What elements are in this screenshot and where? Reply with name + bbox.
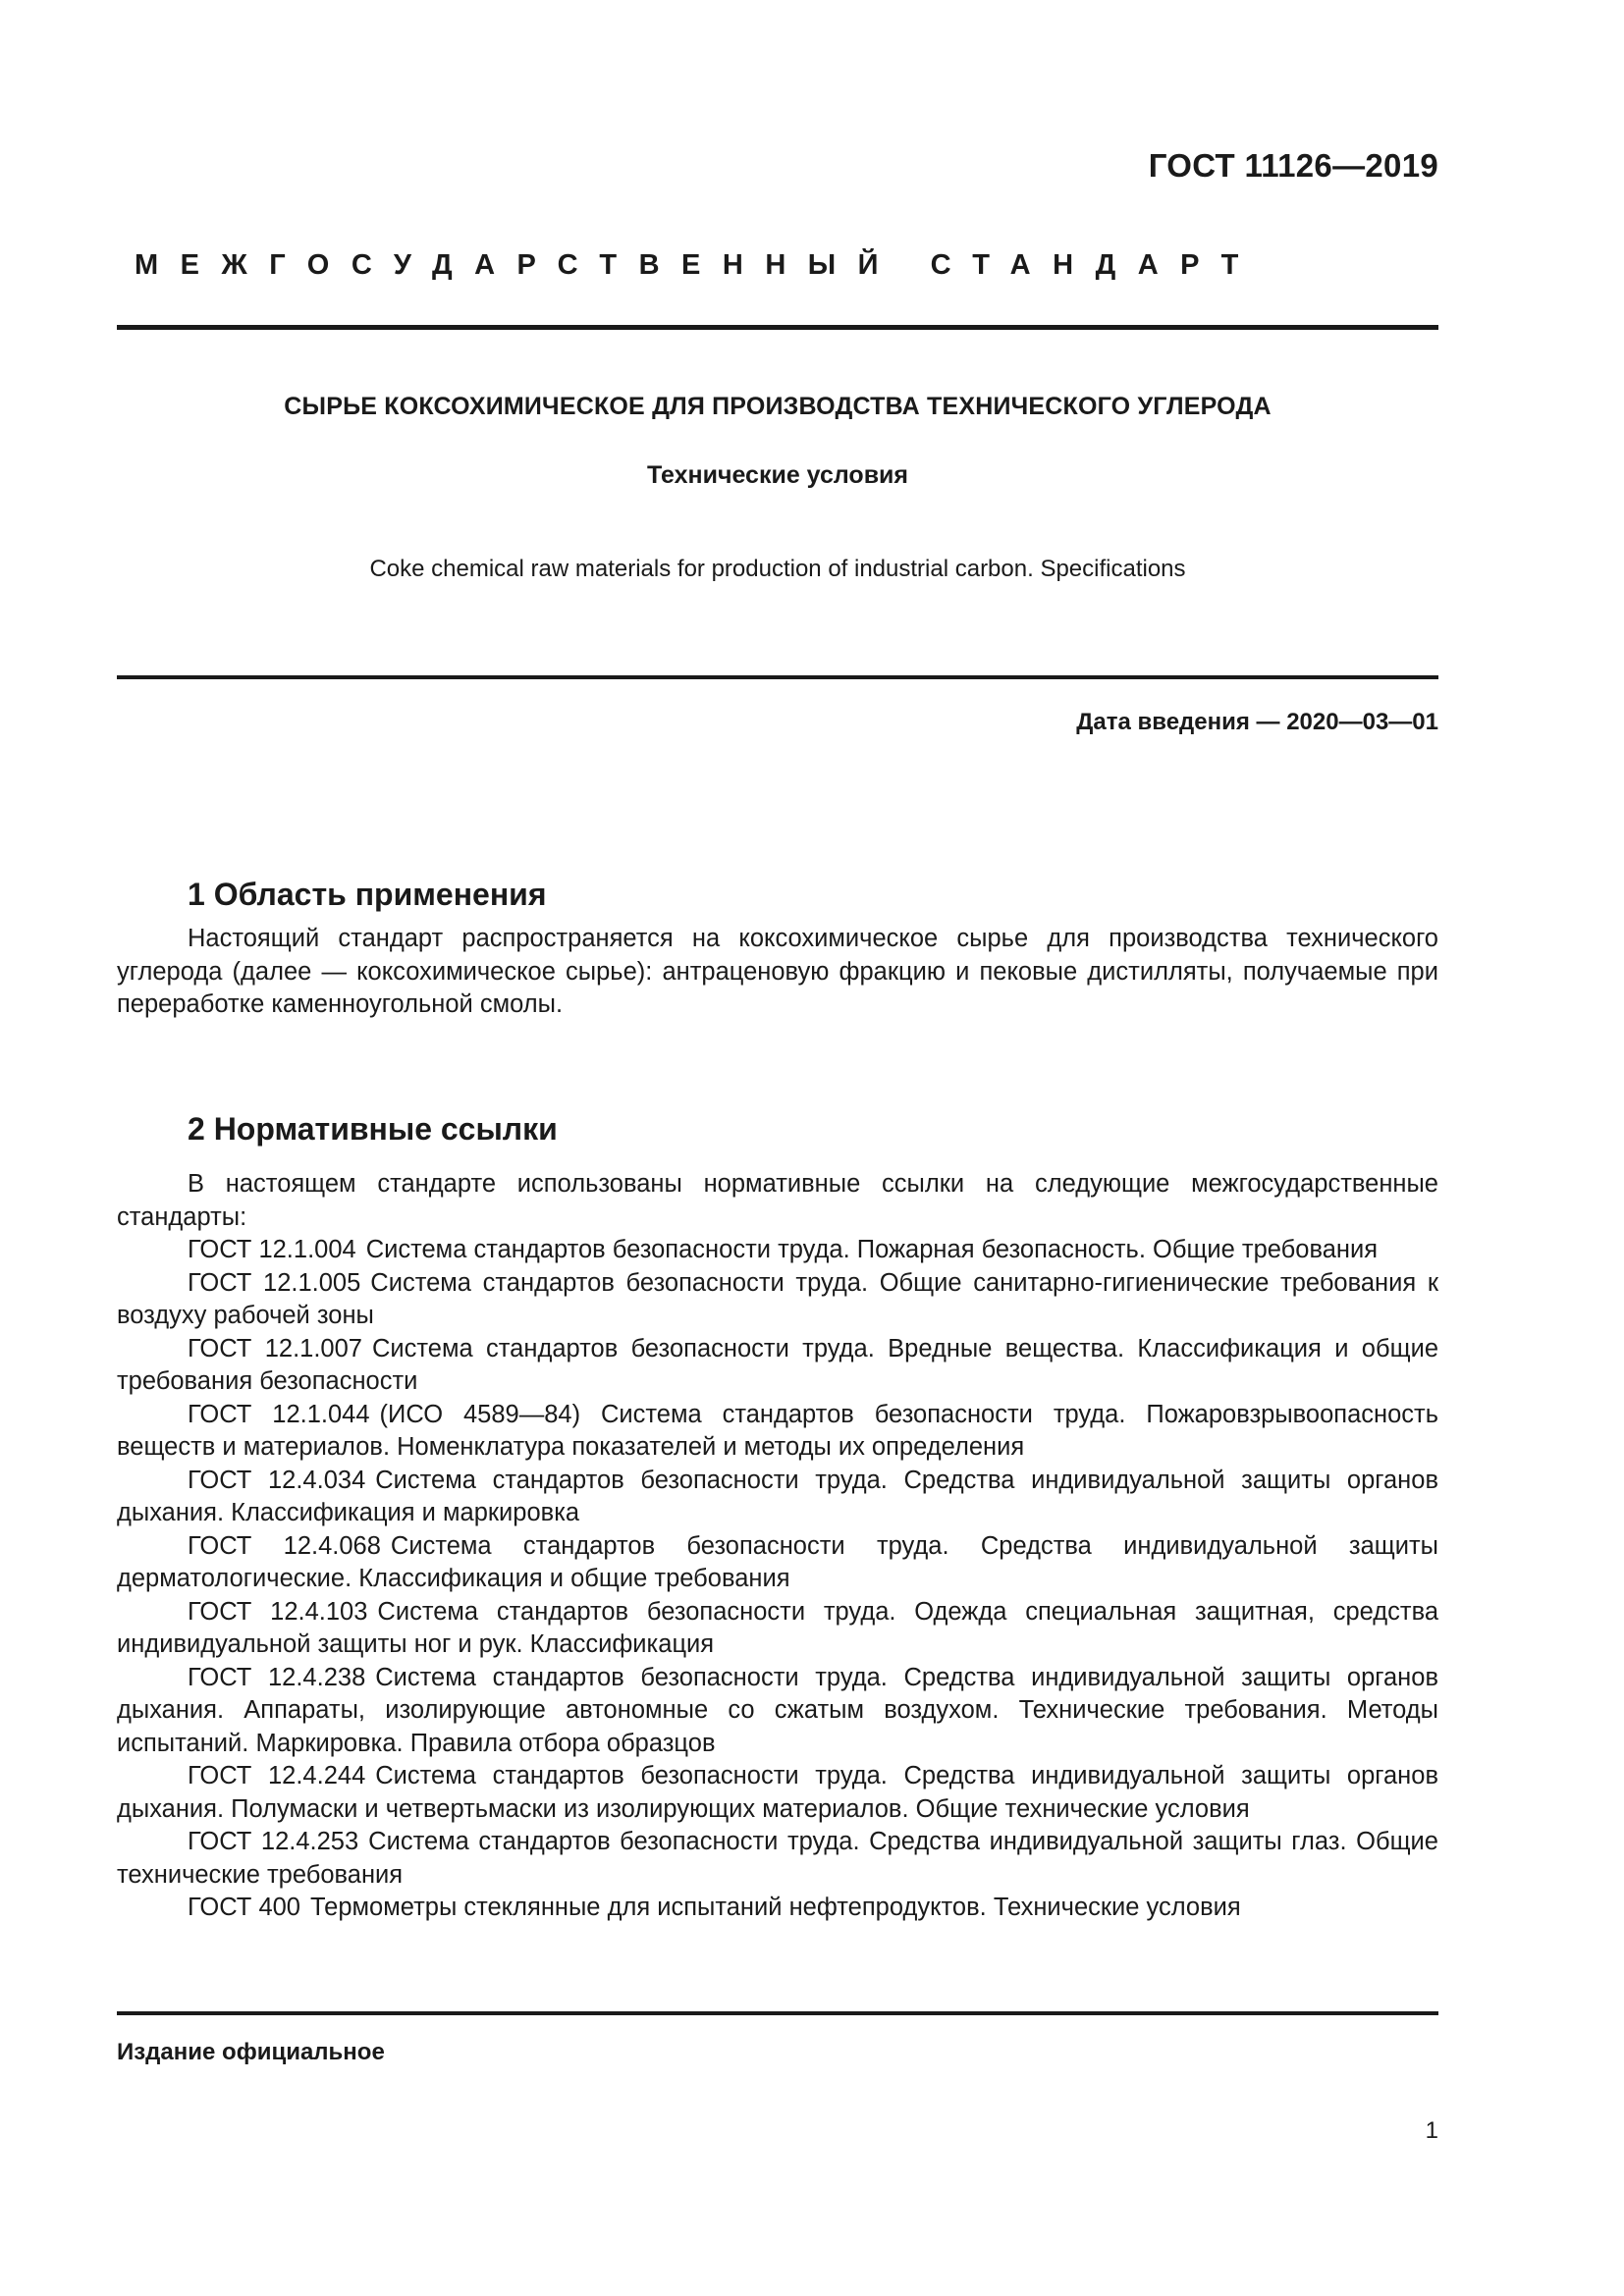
- document-page: [117, 0, 1438, 2296]
- section-body-references: [117, 1168, 1438, 1925]
- references-intro: В настоящем стандарте использованы нормативные ссылки на следующие межгосударственные стандарты:: [117, 1170, 1438, 1231]
- reference-text: Система стандартов безопасности труда. Пожарная безопасность. Общие требования: [365, 1236, 1379, 1263]
- standard-type-banner: МЕЖГОСУДАРСТВЕННЫЙ СТАНДАРТ: [135, 249, 1261, 281]
- scope-paragraph: Настоящий стандарт распространяется на коксохимическое сырье для производства технического углерода (далее — коксохимическое сырье): антраценовую фракцию и пековые дистилляты, получаемые при переработке каменноугольной смолы.: [117, 925, 1438, 1018]
- reference-code: ГОСТ 12.1.044: [188, 1400, 370, 1428]
- reference-code: ГОСТ 12.4.238: [188, 1663, 366, 1691]
- page-number: 1: [1425, 2117, 1438, 2144]
- section-heading-scope: 1 Область применения: [188, 877, 547, 912]
- footer-divider: [117, 2011, 1438, 2015]
- reference-text: Система стандартов безопасности труда. Средства индивидуальной защиты дерматологические. Классификация и общие требования: [117, 1531, 1438, 1592]
- reference-item: [117, 1333, 1438, 1399]
- title-divider: [117, 675, 1438, 679]
- reference-item: [117, 1826, 1438, 1892]
- reference-item: [117, 1760, 1438, 1826]
- reference-code: ГОСТ 12.1.005: [188, 1268, 361, 1297]
- reference-item: [117, 1662, 1438, 1761]
- reference-text: Система стандартов безопасности труда. Средства индивидуальной защиты органов дыхания. Аппараты, изолирующие автономные со сжатым воздухом. Технические требования. Методы испытаний. Маркировка. Правила отбора образцов: [117, 1663, 1438, 1757]
- reference-code: ГОСТ 12.4.068: [188, 1531, 381, 1560]
- reference-code: ГОСТ 12.4.103: [188, 1597, 368, 1626]
- reference-item: [117, 1234, 1438, 1267]
- document-title-english: Coke chemical raw materials for production of industrial carbon. Specifications: [369, 556, 1186, 582]
- reference-item: [117, 1267, 1438, 1333]
- header-divider: [117, 325, 1438, 330]
- edition-label: Издание официальное: [117, 2039, 385, 2065]
- reference-code: ГОСТ 12.4.253: [188, 1828, 359, 1855]
- section-body-scope: [117, 923, 1438, 1022]
- section-heading-references: 2 Нормативные ссылки: [188, 1111, 558, 1147]
- reference-text: Термометры стеклянные для испытаний нефтепродуктов. Технические условия: [310, 1894, 1241, 1921]
- reference-code: ГОСТ 400: [188, 1894, 300, 1921]
- reference-item: [117, 1465, 1438, 1530]
- reference-item: [117, 1530, 1438, 1596]
- reference-item: [117, 1399, 1438, 1465]
- reference-text: Система стандартов безопасности труда. Средства индивидуальной защиты органов дыхания. Полумаски и четвертьмаски из изолирующих материалов. Общие технические условия: [117, 1762, 1438, 1823]
- reference-code: ГОСТ 12.4.034: [188, 1466, 366, 1494]
- reference-code: ГОСТ 12.1.004: [188, 1236, 356, 1263]
- reference-item: [117, 1892, 1438, 1925]
- reference-item: [117, 1596, 1438, 1662]
- reference-code: ГОСТ 12.4.244: [188, 1762, 366, 1789]
- reference-text: (ИСО 4589—84) Система стандартов безопасности труда. Пожаровзрывоопасность веществ и материалов. Номенклатура показателей и методы их определения: [117, 1400, 1439, 1461]
- reference-text: Система стандартов безопасности труда. Средства индивидуальной защиты глаз. Общие технические требования: [117, 1828, 1438, 1889]
- reference-text: Система стандартов безопасности труда. Средства индивидуальной защиты органов дыхания. Классификация и маркировка: [117, 1466, 1438, 1526]
- standard-number: ГОСТ 11126—2019: [1148, 147, 1438, 184]
- introduction-date: Дата введения — 2020—03—01: [1076, 709, 1438, 735]
- reference-text: Система стандартов безопасности труда. Общие санитарно-гигиенические требования к воздуху рабочей зоны: [117, 1268, 1439, 1329]
- document-title: СЫРЬЕ КОКСОХИМИЧЕСКОЕ ДЛЯ ПРОИЗВОДСТВА ТЕХНИЧЕСКОГО УГЛЕРОДА: [284, 393, 1272, 420]
- document-subtitle: Технические условия: [646, 461, 909, 489]
- reference-code: ГОСТ 12.1.007: [188, 1334, 362, 1362]
- reference-text: Система стандартов безопасности труда. Одежда специальная защитная, средства индивидуальной защиты ног и рук. Классификация: [117, 1597, 1439, 1658]
- reference-text: Система стандартов безопасности труда. Вредные вещества. Классификация и общие требования безопасности: [117, 1334, 1439, 1395]
